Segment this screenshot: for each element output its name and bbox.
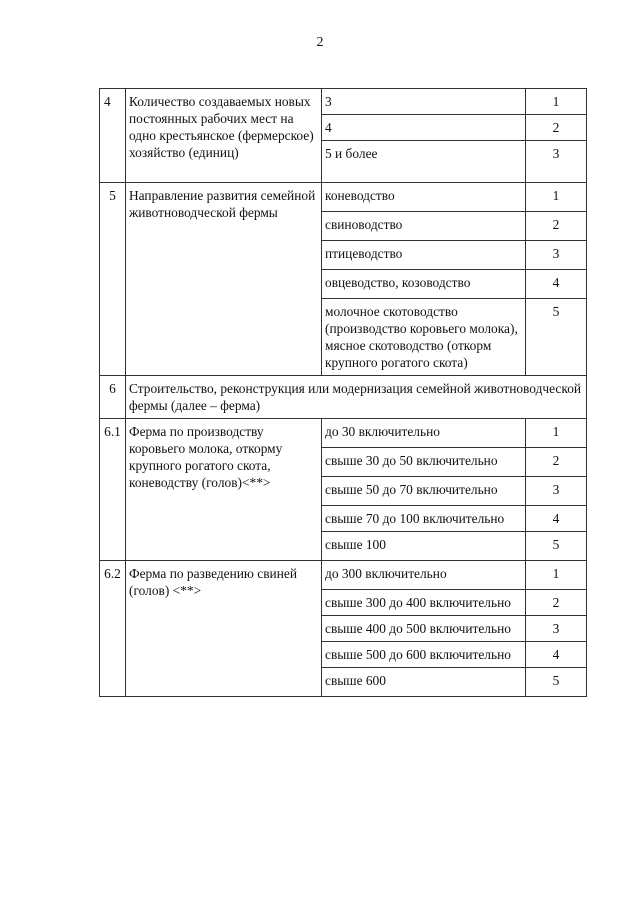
option-points: 4	[526, 506, 587, 532]
criterion-number: 6.1	[100, 419, 126, 561]
option-value: свыше 70 до 100 включительно	[322, 506, 526, 532]
option-value: свыше 500 до 600 включительно	[322, 642, 526, 668]
option-points: 3	[526, 241, 587, 270]
table-row	[100, 376, 587, 419]
option-value: свыше 400 до 500 включительно	[322, 616, 526, 642]
option-value: свиноводство	[322, 212, 526, 241]
table-row	[100, 561, 587, 590]
option-value: свыше 600	[322, 668, 526, 697]
option-points: 5	[526, 668, 587, 697]
criteria-table	[99, 88, 587, 697]
criterion-name: Ферма по разведению свиней (голов) <**>	[126, 561, 322, 697]
option-points: 2	[526, 115, 587, 141]
option-points: 2	[526, 448, 587, 477]
option-value: свыше 50 до 70 включительно	[322, 477, 526, 506]
option-points: 4	[526, 642, 587, 668]
option-value: овцеводство, козоводство	[322, 270, 526, 299]
option-points: 1	[526, 89, 587, 115]
option-points: 5	[526, 532, 587, 561]
criterion-number: 6.2	[100, 561, 126, 697]
option-value: до 30 включительно	[322, 419, 526, 448]
option-value: молочное скотоводство (производство коровьего молока), мясное скотоводство (откорм крупного рогатого скота)	[322, 299, 526, 376]
option-points: 5	[526, 299, 587, 376]
option-value: 3	[322, 89, 526, 115]
table-row	[100, 89, 587, 115]
table-row	[100, 183, 587, 212]
option-points: 2	[526, 590, 587, 616]
page-number: 2	[316, 35, 324, 50]
criterion-number: 6	[100, 376, 126, 419]
criterion-name: Строительство, реконструкция или модернизация семейной животноводческой фермы (далее – ферма)	[126, 376, 587, 419]
option-value: свыше 30 до 50 включительно	[322, 448, 526, 477]
option-value: коневодство	[322, 183, 526, 212]
option-value: до 300 включительно	[322, 561, 526, 590]
criterion-name: Количество создаваемых новых постоянных рабочих мест на одно крестьянское (фермерское) хозяйство (единиц)	[126, 89, 322, 183]
option-points: 3	[526, 477, 587, 506]
option-value: свыше 100	[322, 532, 526, 561]
option-points: 3	[526, 616, 587, 642]
option-points: 2	[526, 212, 587, 241]
option-value: 4	[322, 115, 526, 141]
option-points: 1	[526, 561, 587, 590]
criterion-name: Ферма по производству коровьего молока, откорму крупного рогатого скота, коневодству (голов)<**>	[126, 419, 322, 561]
option-points: 3	[526, 141, 587, 183]
criterion-number: 4	[100, 89, 126, 183]
option-points: 4	[526, 270, 587, 299]
option-points: 1	[526, 419, 587, 448]
criterion-number: 5	[100, 183, 126, 376]
option-value: 5 и более	[322, 141, 526, 183]
criterion-name: Направление развития семейной животноводческой фермы	[126, 183, 322, 376]
option-points: 1	[526, 183, 587, 212]
table-row	[100, 419, 587, 448]
option-value: свыше 300 до 400 включительно	[322, 590, 526, 616]
option-value: птицеводство	[322, 241, 526, 270]
